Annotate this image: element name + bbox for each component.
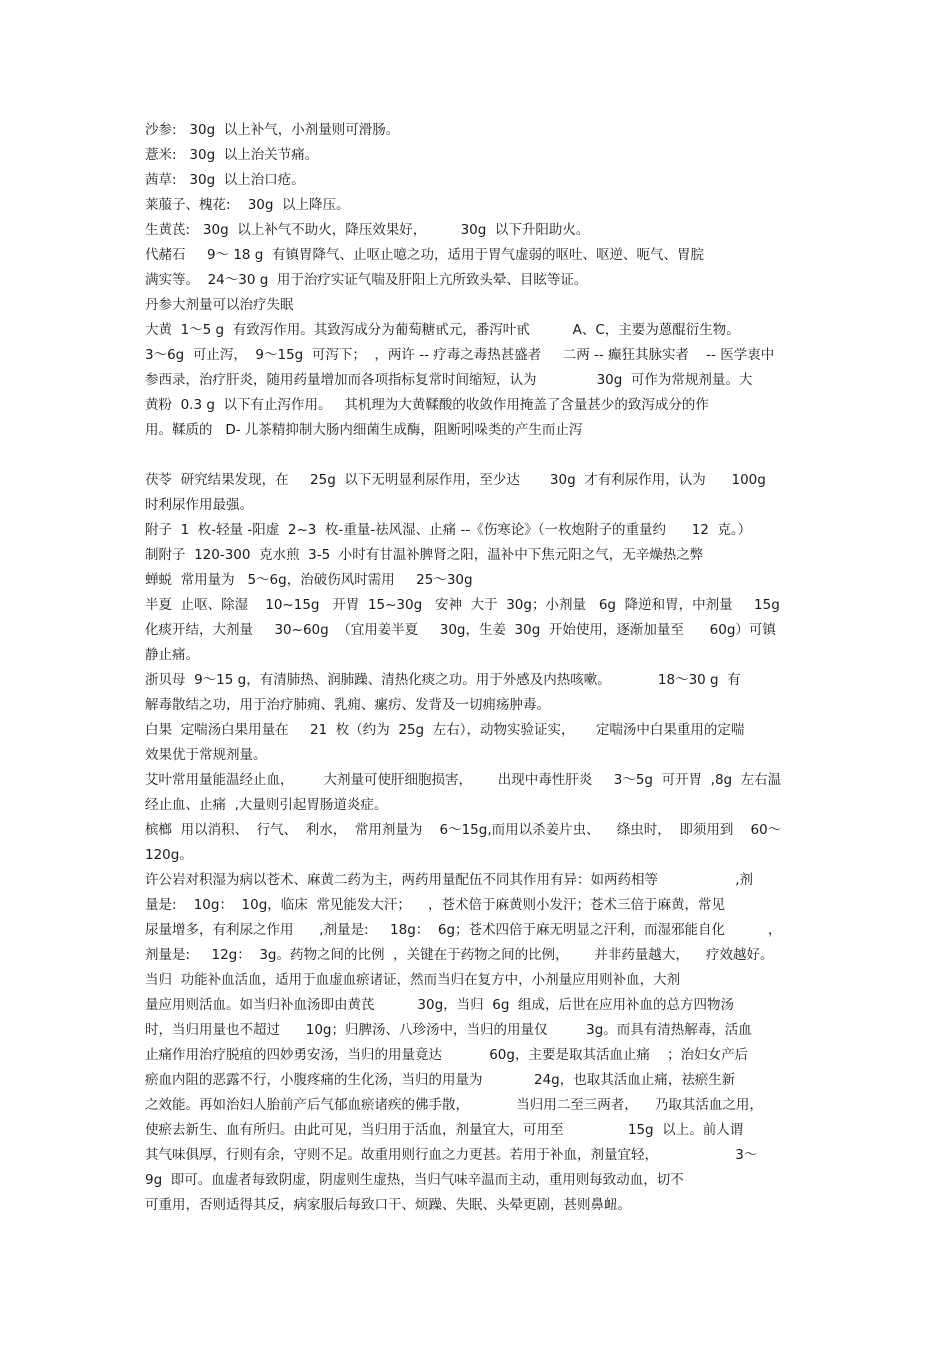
- text-line: 附子 1 枚-轻量 -阳虚 2~3 枚-重量-祛风湿、止痛 --《伤寒论》（一枚炮附子的重量约 12 克。）: [145, 522, 752, 538]
- text-line: 茯苓 研究结果发现，在 25g 以下无明显利尿作用，至少达 30g 才有利尿作用，认为 100g: [145, 472, 766, 488]
- text-line: 生黄芪: 30g 以上补气不助火，降压效果好， 30g 以下升阳助火。: [145, 222, 590, 238]
- text-line: 化痰开结，大剂量 30~60g （宜用姜半夏 30g，生姜 30g 开始使用，逐渐加量至 60g）可镇: [145, 622, 776, 638]
- text-line: 静止痛。: [145, 647, 199, 663]
- text-line: 大黄 1～5 g 有致泻作用。其致泻成分为葡萄糖甙元，番泻叶甙 A、C，主要为蒽醌衍生物。: [145, 322, 740, 338]
- text-line: 剂量是: 12g： 3g。药物之间的比例 ，关键在于药物之间的比例， 并非药量越大， 疗效越好。: [145, 947, 774, 963]
- text-line: 制附子 120-300 克水煎 3-5 小时有甘温补脾肾之阳，温补中下焦元阳之气，无辛燥热之弊: [145, 547, 704, 563]
- text-line: 当归 功能补血活血，适用于血虚血瘀诸证，然而当归在复方中，小剂量应用则补血，大剂: [145, 972, 681, 988]
- text-line: 量是: 10g： 10g，临床 常见能发大汗； ，苍术倍于麻黄则小发汗；苍术三倍于麻黄，常见: [145, 897, 726, 913]
- text-line: 使瘀去新生、血有所归。由此可见，当归用于活血，剂量宜大，可用至 15g 以上。前人谓: [145, 1122, 744, 1138]
- text-line: 薏米: 30g 以上治关节痛。: [145, 147, 319, 163]
- text-line: 半夏 止呕、除湿 10~15g 开胃 15~30g 安神 大于 30g；小剂量 6g 降逆和胃，中剂量 15g: [145, 597, 780, 613]
- text-line: 艾叶常用量能温经止血， 大剂量可使肝细胞损害， 出现中毒性肝炎 3～5g 可开胃 ,8g 左右温: [145, 772, 782, 788]
- text-line: 白果 定喘汤白果用量在 21 枚（约为 25g 左右），动物实验证实， 定喘汤中白果重用的定喘: [145, 722, 745, 738]
- text-line: 效果优于常规剂量。: [145, 747, 267, 763]
- text-line: 槟榔 用以消积、 行气、 利水， 常用剂量为 6～15g,而用以杀姜片虫、 绦虫时， 即须用到 60～: [145, 822, 782, 838]
- text-line: 代赭石 9～ 18 g 有镇胃降气、止呕止噫之功，适用于胃气虚弱的呕吐、呕逆、呃气、胃脘: [145, 247, 704, 263]
- text-line: 沙参: 30g 以上补气，小剂量则可滑肠。: [145, 122, 400, 138]
- text-line: 参西录，治疗肝炎，随用药量增加而各项指标复常时间缩短，认为 30g 可作为常规剂量。大: [145, 372, 753, 388]
- text-line: 瘀血内阻的恶露不行，小腹疼痛的生化汤，当归的用量为 24g，也取其活血止痛，祛瘀生新: [145, 1072, 736, 1088]
- text-line: 黄粉 0.3 g 以下有止泻作用。 其机理为大黄鞣酸的收敛作用掩盖了含量甚少的致泻成分的作: [145, 397, 709, 413]
- text-line: 解毒散结之功，用于治疗肺痈、乳痈、瘰疠、发背及一切痈疡肿毒。: [145, 697, 550, 713]
- text-line: 丹参大剂量可以治疗失眠: [145, 297, 294, 313]
- text-line: 量应用则活血。如当归补血汤即由黄芪 30g，当归 6g 组成，后世在应用补血的总方四物汤: [145, 997, 734, 1013]
- text-line: 许公岩对积湿为病以苍术、麻黄二药为主，两药用量配伍不同其作用有异：如两药相等 ,剂: [145, 872, 754, 888]
- text-line: 时，当归用量也不超过 10g；归脾汤、八珍汤中，当归的用量仅 3g。而具有清热解毒，活血: [145, 1022, 752, 1038]
- text-line: 浙贝母 9～15 g，有清肺热、润肺躁、清热化痰之功。用于外感及内热咳嗽。 18～30 g 有: [145, 672, 741, 688]
- text-line: 满实等。 24～30 g 用于治疗实证气喘及肝阳上亢所致头晕、目眩等证。: [145, 272, 588, 288]
- text-line: 可重用，否则适得其反，病家服后每致口干、烦躁、失眠、头晕更剧，甚则鼻衄。: [145, 1197, 631, 1213]
- text-line: 莱菔子、槐花: 30g 以上降压。: [145, 197, 350, 213]
- text-line: 120g。: [145, 847, 193, 863]
- text-line: 3～6g 可止泻， 9～15g 可泻下； ，两许 -- 疗毒之毒热甚盛者 二两 -- 癫狂其脉实者 -- 医学衷中: [145, 347, 775, 363]
- text-line: 经止血、止痛 ,大量则引起胃肠道炎症。: [145, 797, 388, 813]
- text-line: 尿量增多，有利尿之作用 ,剂量是: 18g： 6g；苍术四倍于麻无明显之汗利，而湿邪能自化 ，: [145, 922, 782, 938]
- text-line: 茜草: 30g 以上治口疮。: [145, 172, 305, 188]
- text-line: 用。鞣质的 D- 儿茶精抑制大肠内细菌生成酶，阻断吲哚类的产生而止泻: [145, 422, 583, 438]
- text-line: 时利尿作用最强。: [145, 497, 253, 513]
- text-line: 其气味俱厚，行则有余，守则不足。故重用则行血之力更甚。若用于补血，剂量宜轻， 3～: [145, 1147, 758, 1163]
- text-line: 之效能。再如治妇人胎前产后气郁血瘀诸疾的佛手散， 当归用二至三两者， 乃取其活血之用，: [145, 1097, 763, 1113]
- text-line: 蝉蜕 常用量为 5～6g，治破伤风时需用 25～30g: [145, 572, 473, 588]
- text-line: 止痛作用治疗脱疽的四妙勇安汤，当归的用量竟达 60g，主要是取其活血止痛 ；治妇女产后: [145, 1047, 749, 1063]
- text-line: 9g 即可。血虚者每致阴虚，阴虚则生虚热，当归气味辛温而主动，重用则每致动血，切不: [145, 1172, 684, 1188]
